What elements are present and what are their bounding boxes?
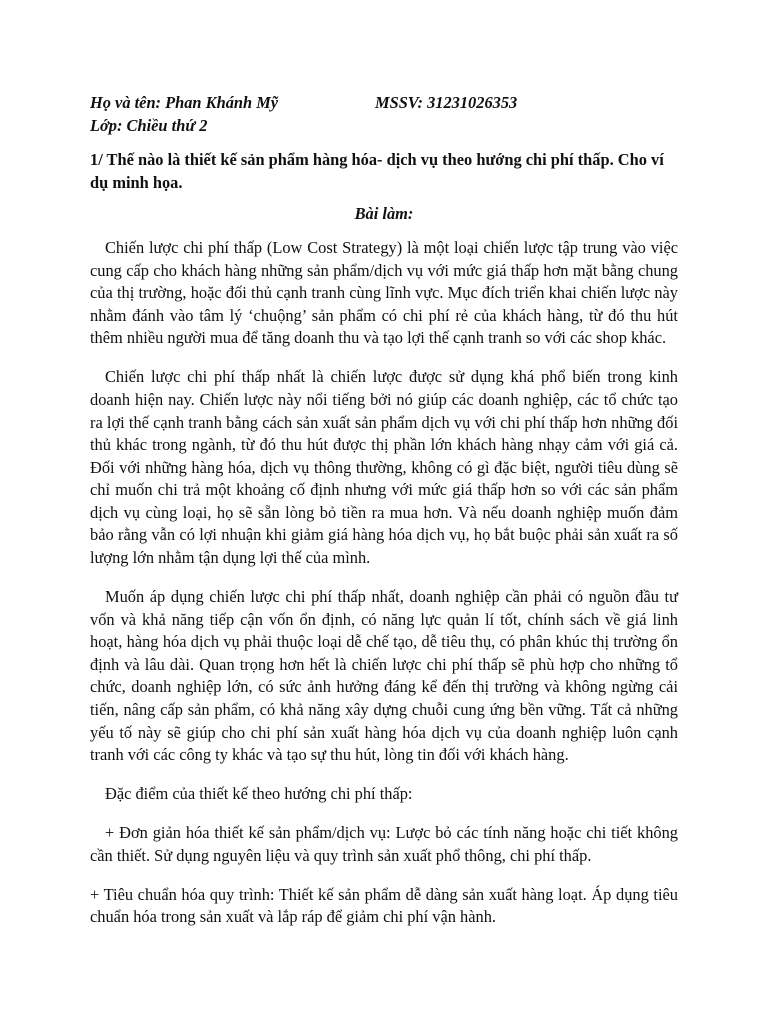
paragraph-features-heading: Đặc điểm của thiết kế theo hướng chi phí thấp: [105,784,413,804]
class-info: Lớp: Chiều thứ 2 [90,115,208,135]
paragraph-requirements: Muốn áp dụng chiến lược chi phí thấp nhất, doanh nghiệp cần phải có nguồn đầu tư vốn và khả năng tiếp cận vốn ổn định, có năng lực quản lí tốt, chính sách về giá linh hoạt, hàng hóa dịch vụ phải thuộc loại dễ chế tạo, dễ tiêu thụ, có phân khúc thị trường ổn định và lâu dài. Quan trọng hơn hết là chiến lược chi phí thấp sẽ phù hợp cho những tổ chức, doanh nghiệp lớn, có sức ảnh hưởng đáng kể đến thị trường và không ngừng cải tiến, nâng cấp sản phẩm, có khả năng xây dựng chuỗi cung ứng bền vững. Tất cả những yếu tố này sẽ giúp cho chi phí sản xuất hàng hóa dịch vụ của doanh nghiệp luôn cạnh tranh với các công ty khác và tạo sự thu hút, lòng tin đối với khách hàng. [90,587,678,765]
paragraph-popularity: Chiến lược chi phí thấp nhất là chiến lược được sử dụng khá phổ biến trong kinh doanh hiện nay. Chiến lược này nổi tiếng bởi nó giúp các doanh nghiệp, các tổ chức tạo ra lợi thế cạnh tranh bằng cách sản xuất sản phẩm dịch vụ với chi phí thấp hơn những đối thủ khác trong ngành, từ đó thu hút được thị phần lớn khách hàng nhạy cảm với giá cả. Đối với những hàng hóa, dịch vụ thông thường, không có gì đặc biệt, người tiêu dùng sẽ chỉ muốn chi trả một khoảng cố định nhưng với mức giá thấp hơn so với các sản phẩm dịch vụ cùng loại, họ sẽ sẵn lòng bỏ tiền ra mua hơn. Và nếu doanh nghiệp muốn đảm bảo rằng vẫn có lợi nhuận khi giảm giá hàng hóa dịch vụ, họ bắt buộc phải sản xuất ra số lượng lớn nhằm tận dụng lợi thế của mình. [90,367,678,568]
student-name: Họ và tên: Phan Khánh Mỹ [90,93,279,112]
bullet-simplify-design: + Đơn giản hóa thiết kế sản phẩm/dịch vụ: Lược bỏ các tính năng hoặc chi tiết không cần thiết. Sử dụng nguyên liệu và quy trình sản xuất phổ thông, chi phí thấp. [90,823,678,865]
student-info-row [90,92,678,115]
class-info-row [90,115,678,138]
document-page [90,92,678,945]
paragraph-intro: Chiến lược chi phí thấp (Low Cost Strategy) là một loại chiến lược tập trung vào việc cung cấp cho khách hàng những sản phẩm/dịch vụ với mức giá thấp hơn mặt bằng chung của thị trường, hoặc đối thủ cạnh tranh cùng lĩnh vực. Mục đích triển khai chiến lược này nhằm đánh vào tâm lý ‘chuộng’ sản phẩm có chi phí rẻ của khách hàng, từ đó thu hút thêm nhiều người mua để tăng doanh thu và tạo lợi thế cạnh tranh so với các shop khác. [90,237,678,348]
student-id: MSSV: 31231026353 [375,93,518,112]
question-title: 1/ Thế nào là thiết kế sản phẩm hàng hóa- dịch vụ theo hướng chi phí thấp. Cho ví dụ minh họa. [90,150,664,192]
bullet-standardize-process: + Tiêu chuẩn hóa quy trình: Thiết kế sản phẩm dễ dàng sản xuất hàng loạt. Áp dụng tiêu chuẩn hóa trong sản xuất và lắp ráp để giảm chi phí vận hành. [90,884,678,927]
answer-heading: Bài làm: [354,204,414,224]
